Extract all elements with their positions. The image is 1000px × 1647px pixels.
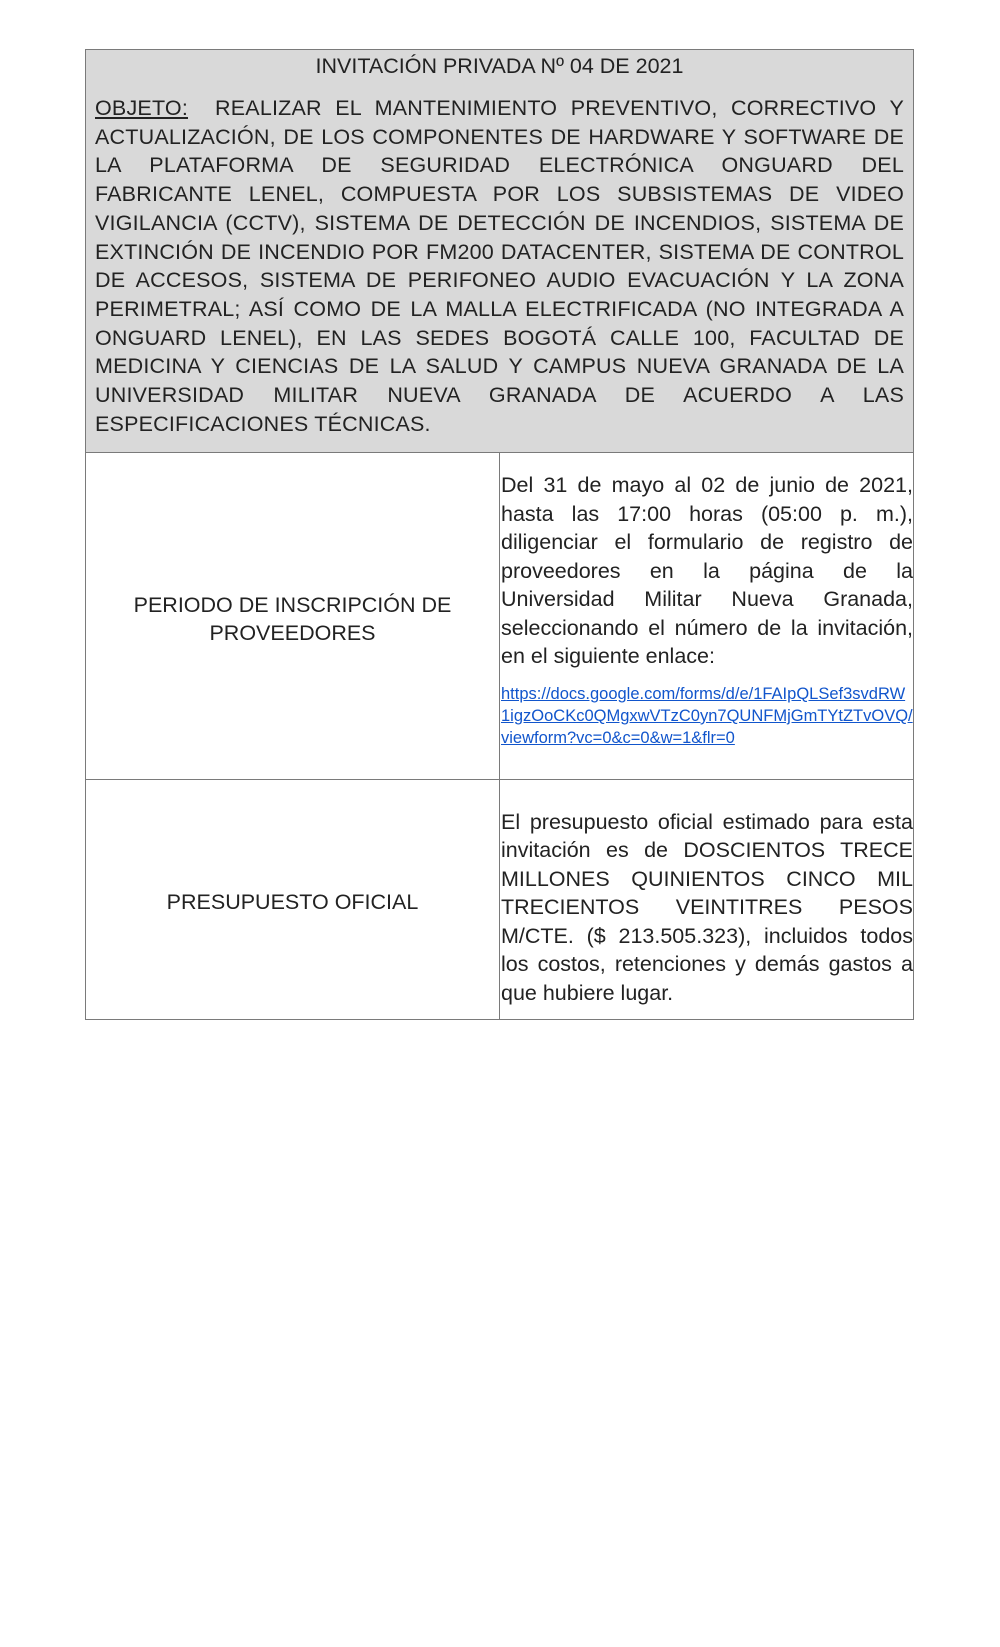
presupuesto-label-cell bbox=[86, 779, 500, 1020]
objeto-label: OBJETO: bbox=[95, 96, 188, 120]
periodo-row bbox=[86, 453, 914, 780]
presupuesto-row bbox=[86, 779, 914, 1020]
periodo-label-cell bbox=[86, 453, 500, 780]
periodo-label: PERIODO DE INSCRIPCIÓN DE PROVEEDORES bbox=[133, 592, 452, 646]
objeto-text: REALIZAR EL MANTENIMIENTO PREVENTIVO, CORRECTIVO Y ACTUALIZACIÓN, DE LOS COMPONENTES DE HARDWARE Y SOFTWARE DE LA PLATAFORMA DE SEGURIDAD ELECTRÓNICA ONGUARD DEL FABRICANTE LENEL, COMPUESTA POR LOS SUBSISTEMAS DE VIDEO VIGILANCIA (CCTV), SISTEMA DE DETECCIÓN DE INCENDIOS, SISTEMA DE EXTINCIÓN DE INCENDIO POR FM200 DATACENTER, SISTEMA DE CONTROL DE ACCESOS, SISTEMA DE PERIFONEO AUDIO EVACUACIÓN Y LA ZONA PERIMETRAL; ASÍ COMO DE LA MALLA ELECTRIFICADA (NO INTEGRADA A ONGUARD LENEL), EN LAS SEDES BOGOTÁ CALLE 100, FACULTAD DE MEDICINA Y CIENCIAS DE LA SALUD Y CAMPUS NUEVA GRANADA DE LA UNIVERSIDAD MILITAR NUEVA GRANADA DE ACUERDO A LAS ESPECIFICACIONES TÉCNICAS. bbox=[95, 96, 904, 436]
header-cell bbox=[86, 50, 914, 453]
objeto-paragraph bbox=[95, 94, 904, 438]
registration-form-link[interactable]: https://docs.google.com/forms/d/e/1FAIpQLSef3svdRW1igzOoCKc0QMgxwVTzC0yn7QUNFMjGmTYtZTvOVQ/viewform?vc=0&c=0&w=1&flr=0 bbox=[501, 684, 913, 747]
presupuesto-text: El presupuesto oficial estimado para esta invitación es de DOSCIENTOS TRECE MILLONES QUINIENTOS CINCO MIL TRECIENTOS VEINTITRES PESOS M/CTE. ($ 213.505.323), incluidos todos los costos, retenciones y demás gastos a que hubiere lugar. bbox=[501, 809, 913, 1005]
presupuesto-content-cell bbox=[500, 779, 914, 1020]
invitation-title: INVITACIÓN PRIVADA Nº 04 DE 2021 bbox=[315, 54, 684, 78]
periodo-content-cell bbox=[500, 453, 914, 780]
presupuesto-label: PRESUPUESTO OFICIAL bbox=[166, 890, 419, 915]
header-row bbox=[86, 50, 914, 453]
invitation-table bbox=[85, 49, 914, 1020]
periodo-text: Del 31 de mayo al 02 de junio de 2021, hasta las 17:00 horas (05:00 p. m.), diligenciar el formulario de registro de proveedores en la página de la Universidad Militar Nueva Granada, seleccionando el número de la invitación, en el siguiente enlace: bbox=[501, 473, 913, 669]
